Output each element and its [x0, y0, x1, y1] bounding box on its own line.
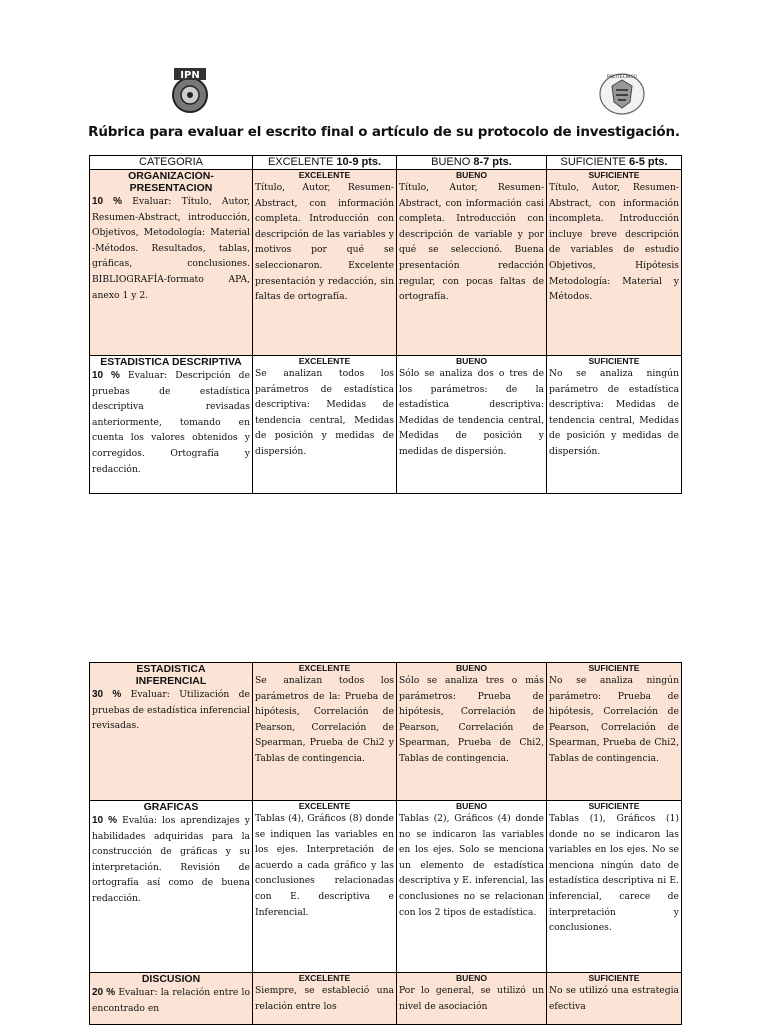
excelente-cell	[253, 356, 397, 494]
level-label: SUFICIENTE	[588, 973, 640, 983]
table-header-row	[90, 156, 682, 170]
table-row	[90, 973, 682, 1025]
excelente-cell	[253, 663, 397, 801]
table-row	[90, 801, 682, 973]
table-row	[90, 663, 682, 801]
category-criteria: Evaluar: Descripción de pruebas de estadística descriptiva revisadas anteriormente, tomando en cuenta los valores obtenidos y corregidos. Ortografía y redacción.	[92, 370, 251, 475]
category-criteria: Evaluar: Utilización de pruebas de estadística inferencial revisadas.	[92, 689, 250, 732]
bueno-cell	[397, 663, 547, 801]
suficiente-cell	[547, 973, 682, 1025]
bueno-cell	[397, 356, 547, 494]
category-cell	[90, 356, 253, 494]
level-description: Sólo se analiza dos o tres de los parámetros: de la estadística descriptiva: Medidas de tendencia central, Medidas de posición y medidas de dispersión.	[399, 368, 544, 457]
category-weight: 10 %	[92, 196, 123, 207]
level-description: Sólo se analiza tres o más parámetros: Prueba de hipótesis, Correlación de Pearson, Correlación de Spearman, Prueba de Chi2, Tablas de contingencia.	[399, 675, 544, 764]
category-cell	[90, 973, 253, 1025]
ipn-logo	[168, 66, 212, 116]
bueno-cell	[397, 170, 547, 356]
level-description: Se analizan todos los parámetros de la: Prueba de hipótesis, Correlación de Pearson, Correlación de Spearman, Prueba de Chi2 y Tablas de contingencia.	[255, 675, 394, 764]
level-label: EXCELENTE	[298, 170, 351, 180]
ipn-logo-text: IPN	[180, 70, 200, 81]
rubric-table-part-1	[89, 155, 682, 494]
category-name: ESTADISTICA INFERENCIAL	[135, 663, 207, 687]
level-description: Título, Autor, Resumen-Abstract, con información incompleta. Introducción incluye breve descripción de variables de estudio Objetivos, Hipótesis Metodología: Material y Métodos.	[549, 182, 679, 303]
level-label: BUENO	[455, 356, 488, 366]
category-criteria: Evalúa: los aprendizajes y habilidades adquiridas para la construcción de gráficas y su interpretación. Revisión de ortografía así como de buena redacción.	[92, 815, 250, 904]
suficiente-cell	[547, 801, 682, 973]
level-description: Siempre, se estableció una relación entre los	[255, 985, 394, 1012]
level-description: No se analiza ningún parámetro de estadística descriptiva: Medidas de tendencia central, Medidas de posición y medidas de dispersión.	[549, 368, 679, 457]
level-description: Título, Autor, Resumen-Abstract, con información casi completa. Introducción con descripción de variable y por qué se seleccionó. Buena presentación redacción regular, con pocas faltas de ortografía.	[399, 182, 544, 303]
level-label: EXCELENTE	[298, 801, 351, 811]
excelente-cell	[253, 801, 397, 973]
category-name: GRAFICAS	[143, 801, 199, 813]
level-description: Tablas (2), Gráficos (4) donde no se indicaron las variables en los ejes. Solo se menciona un elemento de estadística descriptiva y E. inferencial, las conclusiones no se relacionan con los 2 tipos de estadística.	[399, 813, 544, 918]
header-bueno: BUENO 8-7 pts.	[397, 156, 547, 170]
level-description: Por lo general, se utilizó un nivel de asociación	[399, 985, 544, 1012]
level-label: SUFICIENTE	[588, 801, 640, 811]
level-label: SUFICIENTE	[588, 663, 640, 673]
level-description: Tablas (1), Gráficos (1) donde no se indicaron las variables en los ejes. No se menciona ningún dato de estadística descriptiva ni E. inferencial, carece de interpretación y conclusiones.	[549, 813, 679, 934]
level-label: SUFICIENTE	[588, 170, 640, 180]
level-description: Tablas (4), Gráficos (8) donde se indiquen las variables en los ejes. Interpretación de acuerdo a cada gráfico y las conclusiones relacionadas con E. descriptiva e Inferencial.	[255, 813, 394, 918]
school-seal-logo	[598, 70, 646, 116]
level-label: EXCELENTE	[298, 973, 351, 983]
excelente-cell	[253, 170, 397, 356]
level-description: No se utilizó una estrategia efectiva	[549, 985, 679, 1012]
bueno-cell	[397, 801, 547, 973]
category-name: ESTADISTICA DESCRIPTIVA	[100, 356, 242, 368]
bueno-cell	[397, 973, 547, 1025]
level-label: EXCELENTE	[298, 663, 351, 673]
level-label: BUENO	[455, 170, 488, 180]
category-criteria: Evaluar: la relación entre lo encontrado en	[92, 987, 250, 1014]
excelente-cell	[253, 973, 397, 1025]
level-label: BUENO	[455, 973, 488, 983]
rubric-table-part-2	[89, 662, 682, 1025]
table-row	[90, 356, 682, 494]
level-label: BUENO	[455, 801, 488, 811]
category-weight: 10 %	[92, 370, 120, 381]
level-description: Título, Autor, Resumen-Abstract, con información completa. Introducción con descripción de las variables y motivos por qué se seleccionaron. Excelente presentación y redacción, sin faltas de ortografía.	[255, 182, 394, 303]
school-seal-text: POLITECNICO	[606, 75, 638, 80]
level-label: EXCELENTE	[298, 356, 351, 366]
table-row	[90, 170, 682, 356]
category-name: DISCUSION	[141, 973, 201, 985]
level-description: Se analizan todos los parámetros de estadística descriptiva: Medidas de tendencia central, Medidas de posición y medidas de dispersión.	[255, 368, 394, 457]
header-categoria: CATEGORIA	[90, 156, 253, 170]
category-cell	[90, 663, 253, 801]
header-suficiente: SUFICIENTE 6-5 pts.	[547, 156, 682, 170]
category-cell	[90, 170, 253, 356]
category-criteria: Evaluar: Título, Autor, Resumen-Abstract, introducción, Objetivos, Metodología: Material -Métodos. Resultados, tablas, gráficas, conclusiones. BIBLIOGRAFÍA-formato APA, anexo 1 y 2.	[92, 196, 251, 301]
level-label: SUFICIENTE	[588, 356, 640, 366]
level-label: BUENO	[455, 663, 488, 673]
suficiente-cell	[547, 356, 682, 494]
category-cell	[90, 801, 253, 973]
category-weight: 20 %	[92, 987, 116, 998]
header-excelente: EXCELENTE 10-9 pts.	[253, 156, 397, 170]
suficiente-cell	[547, 663, 682, 801]
category-name: ORGANIZACION-PRESENTACION	[128, 170, 214, 194]
category-weight: 30 %	[92, 689, 122, 700]
level-description: No se analiza ningún parámetro: Prueba de hipótesis, Correlación de Pearson, Correlación de Spearman, Prueba de Chi2, Tablas de contingencia.	[549, 675, 679, 764]
category-weight: 10 %	[92, 815, 118, 826]
suficiente-cell	[547, 170, 682, 356]
document-title: Rúbrica para evaluar el escrito final o artículo de su protocolo de investigación.	[88, 124, 680, 140]
